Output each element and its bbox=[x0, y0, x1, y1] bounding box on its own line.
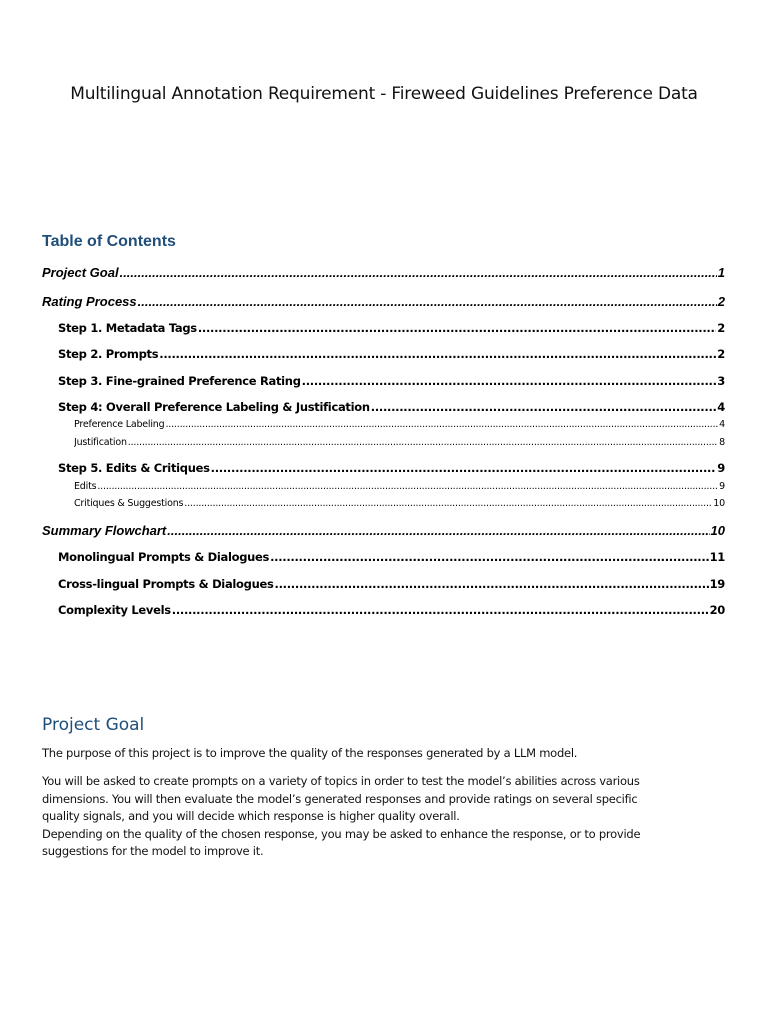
toc-entry-label: Step 3. Fine-grained Preference Rating bbox=[58, 374, 301, 388]
toc-entry-project-goal[interactable] bbox=[42, 265, 725, 280]
paragraph-line: Depending on the quality of the chosen response, you may be asked to enhance the response, or to provide bbox=[42, 826, 641, 841]
toc-entry-label: Rating Process bbox=[42, 294, 137, 309]
toc-leader bbox=[128, 437, 718, 448]
toc-leader bbox=[172, 603, 709, 617]
toc-leader bbox=[184, 498, 712, 509]
document-title: Multilingual Annotation Requirement - Fireweed Guidelines Preference Data bbox=[70, 84, 698, 104]
toc-entry-edits[interactable] bbox=[74, 481, 725, 492]
paragraph-line: You will be asked to create prompts on a variety of topics in order to test the model’s abilities across various bbox=[42, 774, 640, 788]
toc-page-number: 1 bbox=[717, 265, 725, 280]
toc-page-number: 8 bbox=[719, 437, 725, 448]
toc-leader bbox=[138, 294, 717, 309]
toc-page-number: 11 bbox=[709, 550, 725, 564]
toc-leader bbox=[120, 265, 717, 280]
toc-entry-label: Step 5. Edits & Critiques bbox=[58, 461, 210, 475]
toc-entry-label: Monolingual Prompts & Dialogues bbox=[58, 550, 270, 564]
toc-entry-label: Project Goal bbox=[42, 265, 119, 280]
toc-entry-label: Step 1. Metadata Tags bbox=[58, 321, 197, 335]
toc-page-number: 3 bbox=[717, 374, 725, 388]
project-goal-paragraph-1 bbox=[42, 745, 732, 763]
toc-leader bbox=[167, 523, 709, 538]
toc-entry-label: Cross-lingual Prompts & Dialogues bbox=[58, 577, 274, 591]
toc-entry-label: Preference Labeling bbox=[74, 419, 165, 430]
paragraph-line: quality signals, and you will decide which response is higher quality overall. bbox=[42, 809, 460, 823]
toc-entry-step-3[interactable] bbox=[58, 374, 725, 388]
toc-entry-complexity-levels[interactable] bbox=[58, 603, 725, 617]
project-goal-paragraph-2 bbox=[42, 773, 732, 861]
toc-leader bbox=[97, 481, 718, 492]
toc-page-number: 4 bbox=[719, 419, 725, 430]
toc-page-number: 9 bbox=[719, 481, 725, 492]
toc-entry-step-1[interactable] bbox=[58, 321, 725, 335]
toc-entry-critiques-suggestions[interactable] bbox=[74, 498, 725, 509]
toc-entry-rating-process[interactable] bbox=[42, 294, 725, 309]
toc-entry-preference-labeling[interactable] bbox=[74, 419, 725, 430]
paragraph-line: dimensions. You will then evaluate the model’s generated responses and provide ratings on several specific bbox=[42, 791, 638, 806]
toc-entry-label: Summary Flowchart bbox=[42, 523, 167, 538]
project-goal-heading: Project Goal bbox=[42, 715, 145, 735]
toc-entry-label: Critiques & Suggestions bbox=[74, 498, 184, 509]
toc-entry-step-5[interactable] bbox=[58, 461, 725, 475]
toc-page-number: 20 bbox=[709, 603, 725, 617]
toc-entry-monolingual[interactable] bbox=[58, 550, 725, 564]
toc-page-number: 9 bbox=[717, 461, 725, 475]
toc-leader bbox=[159, 347, 716, 361]
toc-page-number: 10 bbox=[710, 523, 725, 538]
toc-entry-label: Justification bbox=[74, 437, 127, 448]
toc-entry-label: Complexity Levels bbox=[58, 603, 171, 617]
toc-entry-summary-flowchart[interactable] bbox=[42, 523, 725, 538]
toc-page-number: 4 bbox=[717, 400, 725, 414]
toc-leader bbox=[275, 577, 709, 591]
toc-entry-label: Step 2. Prompts bbox=[58, 347, 159, 361]
toc-entry-cross-lingual[interactable] bbox=[58, 577, 725, 591]
toc-leader bbox=[302, 374, 717, 388]
toc-entry-label: Step 4: Overall Preference Labeling & Justification bbox=[58, 400, 370, 414]
toc-heading: Table of Contents bbox=[42, 233, 176, 250]
paragraph-line: suggestions for the model to improve it. bbox=[42, 844, 264, 858]
toc-page-number: 2 bbox=[717, 347, 725, 361]
toc-page-number: 19 bbox=[709, 577, 725, 591]
toc-leader bbox=[211, 461, 717, 475]
paragraph-line: The purpose of this project is to improve the quality of the responses generated by a LLM model. bbox=[42, 746, 578, 760]
toc-page-number: 2 bbox=[717, 321, 725, 335]
toc-leader bbox=[371, 400, 717, 414]
toc-entry-justification[interactable] bbox=[74, 437, 725, 448]
toc-leader bbox=[270, 550, 709, 564]
toc-entry-label: Edits bbox=[74, 481, 97, 492]
toc-entry-step-2[interactable] bbox=[58, 347, 725, 361]
toc-leader bbox=[165, 419, 718, 430]
toc-page-number: 2 bbox=[717, 294, 725, 309]
toc-entry-step-4[interactable] bbox=[58, 400, 725, 414]
toc-page-number: 10 bbox=[713, 498, 725, 509]
toc-leader bbox=[198, 321, 716, 335]
